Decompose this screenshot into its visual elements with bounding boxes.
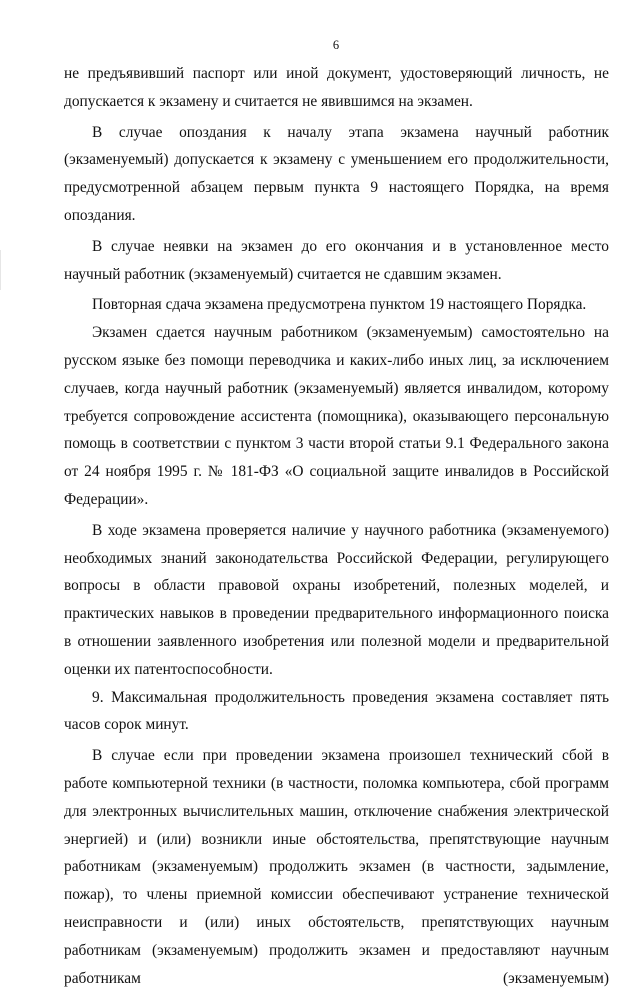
paragraph-passport-continuation: не предъявивший паспорт или иной документ, удостоверяющий личность, не допускается к экзамену и считается не явившимся на экзамен. xyxy=(64,65,609,110)
page-number: 6 xyxy=(332,38,340,52)
paragraph-retake: Повторная сдача экзамена предусмотрена пунктом 19 настоящего Порядка. xyxy=(92,296,587,314)
document-body xyxy=(64,60,609,992)
paragraph-language-assistance: Экзамен сдается научным работником (экзаменуемым) самостоятельно на русском языке без помощи переводчика и каких-либо иных лиц, за исключением случаев, когда научный работник (экзаменуемый) является инвалидом, которому требуется сопровождение ассистента (помощника), оказывающего персональную помощь в соответствии с пунктом 3 части второй статьи 9.1 Федерального закона от 24 ноября 1995 г. № 181-ФЗ «О социальной защите инвалидов в Российской Федерации». xyxy=(64,324,609,508)
paragraph-no-show: В случае неявки на экзамен до его окончания и в установленное место научный работник (экзаменуемый) считается не сдавшим экзамен. xyxy=(64,237,609,283)
paragraph-late-arrival: В случае опоздания к началу этапа экзамена научный работник (экзаменуемый) допускается к экзамену с уменьшением его продолжительности, предусмотренной абзацем первым пункта 9 настоящего Порядка, на время опоздания. xyxy=(64,123,609,224)
paragraph-exam-duration: 9. Максимальная продолжительность проведения экзамена составляет пять часов сорок минут. xyxy=(64,688,609,734)
scan-edge-mark xyxy=(0,250,1,290)
paragraph-knowledge-check: В ходе экзамена проверяется наличие у научного работника (экзаменуемого) необходимых знаний законодательства Российской Федерации, регулирующего вопросы в области правовой охраны изобретений, полезных моделей, и практических навыков в проведении предварительного информационного поиска в отношении заявленного изобретения или полезной модели и предварительной оценки их патентоспособности. xyxy=(64,521,609,678)
paragraph-technical-failure: В случае если при проведении экзамена произошел технический сбой в работе компьютерной техники (в частности, поломка компьютера, сбой программ для электронных вычислительных машин, отключение снабжения электрической энергией) и (или) возникли иные обстоятельства, препятствующие научным работникам (экзаменуемым) продолжить экзамен (в частности, задымление, пожар), то члены приемной комиссии обеспечивают устранение технической неисправности и (или) иных обстоятельств, препятствующих научным работникам (экзаменуемым) продолжить экзамен и предоставляют научным работникам (экзаменуемым) xyxy=(64,747,609,987)
